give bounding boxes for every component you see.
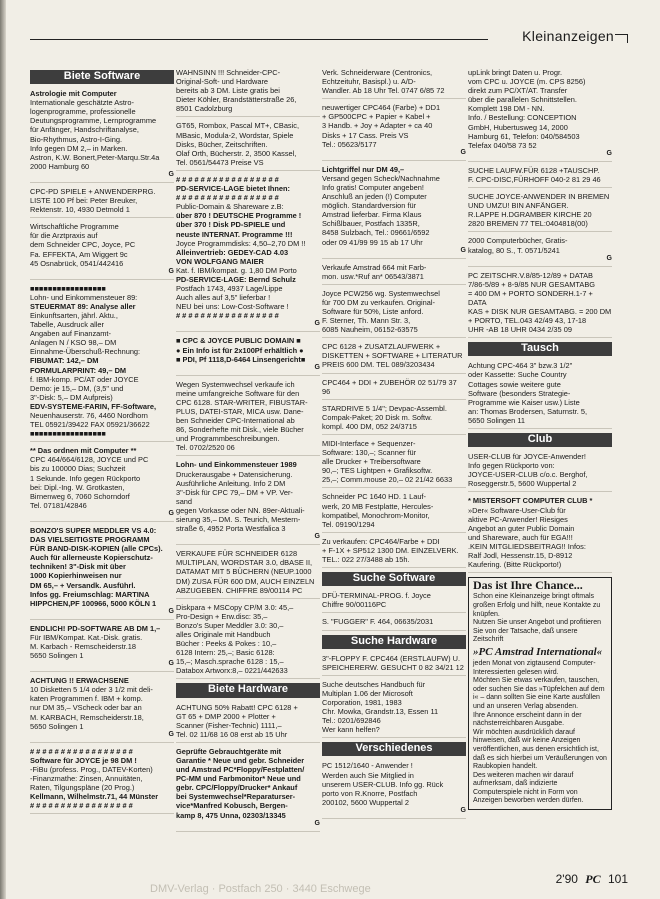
ad-line: Astrologie mit Computer: [30, 89, 117, 99]
ad-line: USER-CLUB für JOYCE-Anwender! Info gegen Rückporto von: JOYCE-USER-CLUB c/o.c. Berghof, Roseggerstr.5, 5600 Wuppertal 2: [468, 452, 588, 489]
classified-ad: [176, 603, 320, 680]
column-2: [176, 68, 320, 836]
classified-ad: [322, 617, 466, 630]
ad-line: Software für JOYCE je 98 DM !: [30, 755, 137, 765]
category-band: Biete Hardware: [176, 683, 320, 697]
ad-code-marker: G: [460, 148, 466, 156]
ad-line: CPC464 + DDI + ZUBEHÖR 02 51/79 37 96: [322, 377, 457, 396]
column-3: [322, 68, 466, 823]
ad-code-marker: G: [460, 246, 466, 254]
ad-line: 3"-FLOPPY F. CPC464 (ERSTLAUFW) U. SPEICHERERW. GESUCHT 0 82 34/21 12: [322, 653, 464, 672]
ad-line: CPC 464/664/6128, JOYCE und PC bis zu 100000 Dias; Suchzeit 1 Sekunde. Info gegen Rückporto bei: Dipl.-Ing. W. Grotkasten, Birnenweg 6, 7060 Schorndorf Tel. 07181/42846: [30, 455, 149, 510]
ad-line: PD-SERVICE-LAGE bietet Ihnen:: [176, 184, 291, 194]
classified-ad: [322, 591, 466, 613]
ad-line: PC 1512/1640 - Anwender ! Werden auch Sie Mitglied in unserem USER-CLUB. Info gg. Rück porto von R.Knorre, Postfach 200102, 5600 Wuppertal 2: [322, 761, 444, 807]
ad-code-marker: G: [460, 806, 466, 814]
ad-line: Verkaufe Amstrad 664 mit Farb- mon. usw.*Ruf an* 06543/3871: [322, 262, 427, 281]
classified-ad: [322, 289, 466, 338]
ad-line: # # # # # # # # # # # # # # # # #: [176, 311, 279, 321]
ad-line: Für IBM/Kompat. Kat.-Disk. gratis. M. Karbach - Remscheiderstr.18 5650 Solingen 1: [30, 632, 143, 661]
ad-line: Achtung CPC-464 3" bzw.3 1/2" oder Kassette: Suche Country Cottages sowie weitere gute Software (besonders Strategie- Programme wie Kaiser usw.) Liste an: Thomas Brodersen, Saturnstr. 5, 5650 Solingen 11: [468, 361, 587, 425]
ad-line: Lohn- und Einkommensteuer 89:: [30, 292, 138, 302]
ad-line: Verk. Schneiderware (Centronics, Echtzeituhr, Basispl.) u. A/D- Wandler. Ab 18 Uhr Tel. 0747 6/85 72: [322, 68, 445, 96]
classified-ad: [30, 526, 174, 620]
ad-line: SUCHE LAUFW.FÜR 6128 +TAUSCHP. F. CPC-DISC,FÜRHOFF 040-2 81 29 46: [468, 165, 601, 184]
ad-code-marker: G: [168, 607, 174, 615]
classified-ad: [30, 446, 174, 522]
ad-line: Wegen Systemwechsel verkaufe ich meine umfangreiche Software für den CPC 6128. STAR-WRITER, FIBUSTAR- PLUS, DATEI-STAR, MICA usw. Dane- ben Schneider CPC-International ab 86, Sonderhefte mit Disk., viele Bücher und Programmbeschreibungen. Tel. 0702/2520 06: [176, 379, 308, 453]
ad-line: Alleinvertrieb: GEDEY-CAD 4.03 VON WOLFGANG MAIER: [176, 247, 289, 266]
category-band: Suche Hardware: [322, 635, 466, 649]
ad-line: Wirtschaftliche Programme für die Arztpraxis auf dem Schneider CPC, Joyce, PC Fa. EFFEKTA, Am Wiggert 9c 45 Osnabrück, 0541/442416: [30, 222, 136, 268]
ad-code-marker: G: [168, 730, 174, 738]
ad-line: ■■■■■■■■■■■■■■■■■: [30, 429, 106, 439]
info-box-paragraph: jeden Monat von zigtausend Computer-Interessierten gelesen wird.: [473, 659, 596, 676]
ad-line: ACHTUNG 50% Rabatt! CPC 6128 + GT 65 + DMP 2000 + Plotter + Scanner (Fisher-Technic) 1111,– Tel. 02 11/68 16 08 erst ab 15 Uhr: [176, 702, 298, 739]
classified-ad: [30, 624, 174, 672]
ad-line: # # # # # # # # # # # # # # # # #: [176, 174, 279, 184]
ad-line: PD-SERVICE-LAGE: Bernd Schulz: [176, 274, 296, 284]
ad-line: f. IBM-komp. PC/AT oder JOYCE Demo: je 15,– DM, (3,5" und 3"-Disk: 5,– DM Aufpreis): [30, 374, 139, 402]
ad-code-marker: G: [168, 267, 174, 275]
classified-ad: [30, 747, 174, 815]
category-band: Club: [468, 433, 612, 447]
info-box-paragraph: Des weiteren machen wir darauf aufmerksam, daß indizierte Computerspiele nicht in Form von Anzeigen beworben werden dürfen.: [473, 771, 584, 805]
classified-ad: [322, 342, 466, 373]
info-box-paragraph: Möchten Sie etwas verkaufen, tauschen, oder suchen Sie das »Tüpfelchen auf dem i« – dann sollten Sie eine Karte ausfüllen und an unseren Verlag absenden.: [473, 677, 605, 710]
ad-line: Joyce Programmdisks: 4,50–2,70 DM !!: [176, 238, 306, 248]
ad-line: Joyce PCW256 wg. Systemwechsel für 700 DM zu verkaufen. Original- Software für 50%, Liste anford. F. Sterner, Th. Mann Str. 3, 6085 Nauheim, 06152-63575: [322, 288, 440, 335]
ad-line: Schneider PC 1640 HD. 1 Lauf- werk, 20 MB Festplatte, Hercules- kompatibel, Monochrom-Monitor, Tel. 09190/1294: [322, 492, 434, 529]
page-spine: [0, 0, 6, 899]
info-box-paragraph: Wir möchten ausdrücklich darauf hinweisen, daß wir keine Anzeigen veröffentlichen, aus denen ersichtlich ist, daß es sich hierbei um Veräußerungen von Raubkopien handelt.: [473, 728, 607, 771]
ad-code-marker: G: [314, 363, 320, 371]
column-4: [468, 68, 612, 814]
ad-line: Postfach 1743, 4937 Lage/Lippe Auch alles auf 3,5" lieferbar ! NEU bei uns: Low-Cost-Software !: [176, 284, 289, 312]
ad-code-marker: G: [314, 320, 320, 328]
ad-line: über 870 ! DEUTSCHE Programme ! über 370 ! Disk PD-SPIELE und neuste INTERNAT. Programme !!!: [176, 211, 302, 239]
classified-ad: [176, 380, 320, 457]
ad-line: WAHNSINN !!! Schneider-CPC- Original-Soft- und Hardware bereits ab 3 DM. Liste gratis bei Dieter Köhler, Brandstätterstraße 26, 8501 Cadolzburg: [176, 68, 297, 114]
ad-line: Diskpara + MSCopy CP/M 3.0: 45,– Pro-Design + Erw.disc: 35,– Bonzo's Super Meddler 3.0: 30,– alles Originale mit Handbuch Bücher : Peeks & Pokes : 10,– 6128 Intern: 25,–; Basic 6128: 15,–; Masch.sprache 6128 : 15,– Databox Artworx:8,– 0221/442633: [176, 602, 294, 676]
ad-line: neuwertiger CPC464 (Farbe) + DD1 + GP500CPC + Papier + Kabel + 3 Handb. + Joy + Adapter + ca 40 Disks + 17 Cass. Preis VS Tel.: 05623/5177: [322, 103, 441, 149]
classified-ad: [30, 676, 174, 743]
ad-line: Suche deutsches Handbuch für Multiplan 1.06 der Microsoft Corporation, 1981, 1983 Chr. Mowka, Grandstr.13, Essen 11 Tel.: 0201/692846 Wer kann helfen?: [322, 679, 439, 735]
ad-line: Lichtgriffel nur DM 49,–: [322, 164, 405, 174]
classified-ad: [468, 192, 612, 232]
header-corner: [615, 34, 628, 43]
page-footer: [556, 872, 628, 887]
info-box-paragraph: Nutzen Sie unser Angebot und profitieren Sie von der Tatsache, daß unsere Zeitschrift: [473, 619, 602, 644]
page-number: 101: [607, 872, 628, 886]
ad-line: Einkunftsarten, jährl. Aktu., Tabelle, Ausdruck aller Angaben auf Finanzamt- Anlagen N / KSO 98,– DM Einnahme-Überschuß-Rechnung:: [30, 310, 141, 357]
ad-line: »Der« Software-User-Club für aktive PC-Anwender! Riesiges Angebot an guter Public Domain und Shareware, auch für EGA!!! .KEIN MITGLIEDSBEITRAG!! Infos: Ralf Jodl, Hessenstr.15, D-8912 Kaufering. (Bitte Rückporto!): [468, 505, 586, 570]
section-header: [30, 28, 628, 48]
classified-ad: [322, 378, 466, 400]
classified-ad: [176, 460, 320, 545]
classified-ad: [30, 222, 174, 279]
classified-ad: [468, 496, 612, 573]
ad-line: Geprüfte Gebrauchtgeräte mit Garantie * Neue und gebr. Schneider und Amstrad PC*Floppy/Festplatten/ PC-MM und Farbmonitor* Neue und gebr. CPC/Floppy/Drucker* Ankauf bei Systemwechsel*Reparaturser- vice*Manfred Kobusch, Bergen- kamp 8, 475 Unna, 02303/13345: [176, 746, 305, 820]
ad-line: CPC 6128 + ZUSATZLAUFWERK + DISKETTEN + SOFTWARE + LITERATUR PREIS 600 DM. TEL 089/3203434: [322, 342, 463, 370]
bleed-through-text: DMV-Verlag · Postfach 250 · 3440 Eschwege: [150, 883, 371, 895]
ad-code-marker: G: [314, 533, 320, 541]
classified-ad: [176, 175, 320, 333]
ad-line: Druckerausgabe + Datensicherung. Ausführliche Anleitung. Info 2 DM 3"-Disk für CPC 79,– DM + VP. Ver- sand gegen Vorkasse oder NN. 89er-Aktuali- sierung 35,– DM. S. Teurich, Mestern- straße 6, 4952 Porta Westfalica 3: [176, 469, 305, 534]
ad-code-marker: G: [168, 170, 174, 178]
ad-line: # # # # # # # # # # # # # # # # #: [30, 801, 133, 811]
ad-line: FIBUMAT: 142,– DM FORMULARPRINT: 49,– DM: [30, 356, 127, 375]
classified-ad: [322, 761, 466, 818]
classified-ad: [176, 121, 320, 170]
classified-ad: [30, 284, 174, 443]
ad-line: Versand gegen Scheck/Nachnahme Info gratis! Computer angeben! Anschluß an jeden (!) Computer möglich. Standardversion für Amstrad lieferbar. Firma Klaus Schißlbauer, Postfach 1335R, 8458 Sulzbach, Tel.: 09661/6592 oder 09 41/99 99 15 ab 17 Uhr: [322, 173, 440, 247]
ad-code-marker: G: [314, 819, 320, 827]
section-title: Kleinanzeigen: [516, 28, 616, 44]
ad-line: BONZO'S SUPER MEDDLER VS 4.0: DAS VIELSEITIGSTE PROGRAMM FÜR BAND-DISK-KOPIEN (alle CPCs). Auch für allerneuste Kopierschutz- techniken! 3"-Disk mit über 1000 Kopierhinweisen nur DM 65,– + Versandk. Ausführl. Infos gg. Freiumschlag: MARTINA HIPPCHEN,PF 100966, 5000 KÖLN 1: [30, 525, 163, 608]
ad-line: # # # # # # # # # # # # # # # # #: [30, 746, 133, 756]
ad-line: ENDLICH! PD-SOFTWARE AB DM 1,–: [30, 623, 161, 633]
info-box-paragraph: Schon eine Kleinanzeige bringt oftmals großen Erfolg und hilft, neue Kontakte zu knüpfen.: [473, 593, 601, 618]
ad-line: ** Das ordnen mit Computer **: [30, 446, 137, 456]
ad-line: SUCHE JOYCE-ANWENDER IN BREMEN UND UMZU! BIN ANFÄNGER. R.LAPPE H.DGRAMBER KIRCHE 20 2820 BREMEN 77 TEL:0404818(00): [468, 192, 610, 229]
ad-line: Internationale geschätzte Astro- logenprogramme, professionelle Deutungsprogramme, Lernprogramme für Anfänger, Handschriftanalyse, Bio-Rhythmus, Astro-I-Ging. Info gegen DM 2,– in Marken. Astron, K.W. Bonert,Peter-Marqu.Str.4a 2000 Hamburg 60: [30, 98, 160, 171]
ad-code-marker: G: [606, 254, 612, 262]
classified-ad: [322, 439, 466, 488]
category-band: Suche Software: [322, 572, 466, 586]
ad-line: MIDI-Interface + Sequenzer- Software: 130,–; Scanner für alle Drucker + Treibersoftware 90,–; TES Lightpen + Grafiksoftw. 25,–; Comm.mouse 20,– 02 21/42 6633: [322, 439, 453, 485]
ad-line: # # # # # # # # # # # # # # # # #: [176, 193, 279, 203]
category-band: Tausch: [468, 342, 612, 356]
ad-line: PC ZEITSCHR.V.8/85-12/89 + DATAB 7/86-5/89 + 8-9/85 NUR GESAMTABG = 400 DM + PORTO SONDERH.1-7 + DATA KAS + DISK NUR GESAMTABG. = 200 DM + PORTO, TEL.043 42/49 43, 17-18 UHR -AB 18 UHR 0434 2/35 09: [468, 270, 612, 335]
ad-line: upLink bringt Daten u. Progr. vom CPC u. JOYCE (m. CPS 8256) direkt zum PC/XT/AT. Transfer über die parallelen Schnittstellen. Komplett 198 DM - NN. Info. / Bestellung: CONCEPTION GmbH, Hubertusweg 14, 2000 Hamburg 61, Telefon: 040/584503 Telefax 040/58 73 52: [468, 68, 586, 150]
ad-code-marker: G: [168, 660, 174, 668]
ad-line: DFÜ-TERMINAL-PROG. f. Joyce Chiffre 90/00116PC: [322, 591, 431, 610]
category-band: Verschiedenes: [322, 742, 466, 756]
ad-line: Kat. f. IBM/kompat. g. 1,80 DM Porto: [176, 265, 297, 275]
ad-line: Lohn- und Einkommensteuer 1989: [176, 460, 297, 470]
classified-ad: [30, 187, 174, 218]
ad-line: STARDRIVE 5 1/4"; Devpac-Assembl. Compak-Paket; 20 Disk m. Softw. kompl. 400 DM, 052 24/3715: [322, 403, 447, 431]
info-box: [468, 577, 612, 810]
ad-line: S. "FUGGER" F. 464, 06635/2031: [322, 617, 434, 627]
classified-ad: [322, 165, 466, 259]
classified-ad: [322, 404, 466, 435]
classified-ad: [468, 68, 612, 162]
ad-line: ACHTUNG !! ERWACHSENE: [30, 676, 129, 686]
classified-ad: [176, 747, 320, 832]
ad-line: * MISTERSOFT COMPUTER CLUB *: [468, 496, 593, 506]
ad-line: 2000 Computerbücher, Gratis- katalog, 80 S., T. 0571/5241: [468, 236, 568, 255]
ad-line: -FiBu (profess. Prog., DATEV-Korten) -Finanzmathe: Zinsen, Annuitäten, Raten, Tilgungspläne (20 Prog.): [30, 764, 153, 793]
ad-line: EDV-SYSTEME-FARIN, FF-Software,: [30, 401, 157, 411]
classified-ad: [176, 68, 320, 117]
classified-ad: [322, 103, 466, 160]
brand-logo: PC: [585, 872, 601, 886]
ad-line: VERKAUFE FÜR SCHNEIDER 6128 MULTIPLAN, WORDSTAR 3.0, dBASE II, DATAMAT MIT 5 BÜCHERN (NEUP.1000 DM) ZUSA FÜR 600 DM, AUCH EINZELN ABZUGEBEN. CHIFFRE 89/00114 PC: [176, 549, 315, 595]
classified-ad: [468, 166, 612, 188]
ad-line: ■■■■■■■■■■■■■■■■■: [30, 283, 106, 293]
ad-line: Zu verkaufen: CPC464/Farbe + DDI + F-1X + SP512 1300 DM. EINZELVERK. TEL.: 022 27/3488 ab 15h.: [322, 536, 459, 565]
column-1: [30, 68, 174, 818]
classified-ad: [176, 336, 320, 375]
ad-line: CPC-PD SPIELE + ANWENDERPRG. LISTE 100 Pf bei: Peter Breuker, Rektenstr. 10, 4930 Detmold 1: [30, 186, 156, 215]
classified-ad: [322, 537, 466, 568]
classified-ad: [322, 263, 466, 285]
ad-line: Neuenhauserstr. 76, 4460 Nordhorn TEL 05921/39422 FAX 05921/36622: [30, 411, 150, 430]
classified-ad: [468, 452, 612, 492]
ad-line: Public-Domain & Shareware z.B:: [176, 202, 284, 212]
header-rule: [30, 39, 488, 40]
info-box-paragraph: Ihre Annonce erscheint dann in der nächsterreichbaren Ausgabe.: [473, 711, 582, 728]
classified-ad: [322, 654, 466, 676]
info-box-heading: Das ist Ihre Chance...: [473, 578, 583, 593]
classified-ad: [322, 680, 466, 739]
classified-ad: [468, 236, 612, 266]
ad-line: Kellmann, Wilhelmstr.71, 44 Münster: [30, 792, 159, 802]
ad-code-marker: G: [168, 509, 174, 517]
classified-ad: [468, 361, 612, 429]
classified-ad: [176, 549, 320, 598]
ad-line: ■ CPC & JOYCE PUBLIC DOMAIN ■ ● Ein Info ist für 2x100Pf erhältlich ● ■ PDI, Pf 1118,D-6464 Linsengericht■: [176, 336, 306, 364]
ad-line: 10 Disketten 5 1/4 oder 3 1/2 mit deli- katen Programmen f. IBM + komp. nur DM 35,– VScheck oder bar an M. KARBACH, Remscheiderstr.18, 5650 Solingen 1: [30, 685, 153, 731]
ad-code-marker: G: [606, 149, 612, 157]
classified-ad: [468, 271, 612, 339]
ad-line: GT65, Rombox, Pascal MT+, CBasic, MBasic, Modula-2, Wordstar, Spiele Disks, Bücher, Zeitschriften. Olaf Orth, Bücherstr. 2, 3500 Kassel, Tel. 0561/54473 Preise VS: [176, 121, 300, 167]
classified-ad: [322, 68, 466, 99]
classified-ad: [176, 703, 320, 743]
info-box-subheading: »PC Amstrad International«: [473, 645, 603, 658]
ad-line: STEUERMAT 89: Analyse aller: [30, 301, 136, 311]
classified-ad: [322, 492, 466, 532]
classified-ad: [30, 89, 174, 183]
issue-number: 2'90: [555, 872, 578, 886]
category-band: Biete Software: [30, 70, 174, 84]
